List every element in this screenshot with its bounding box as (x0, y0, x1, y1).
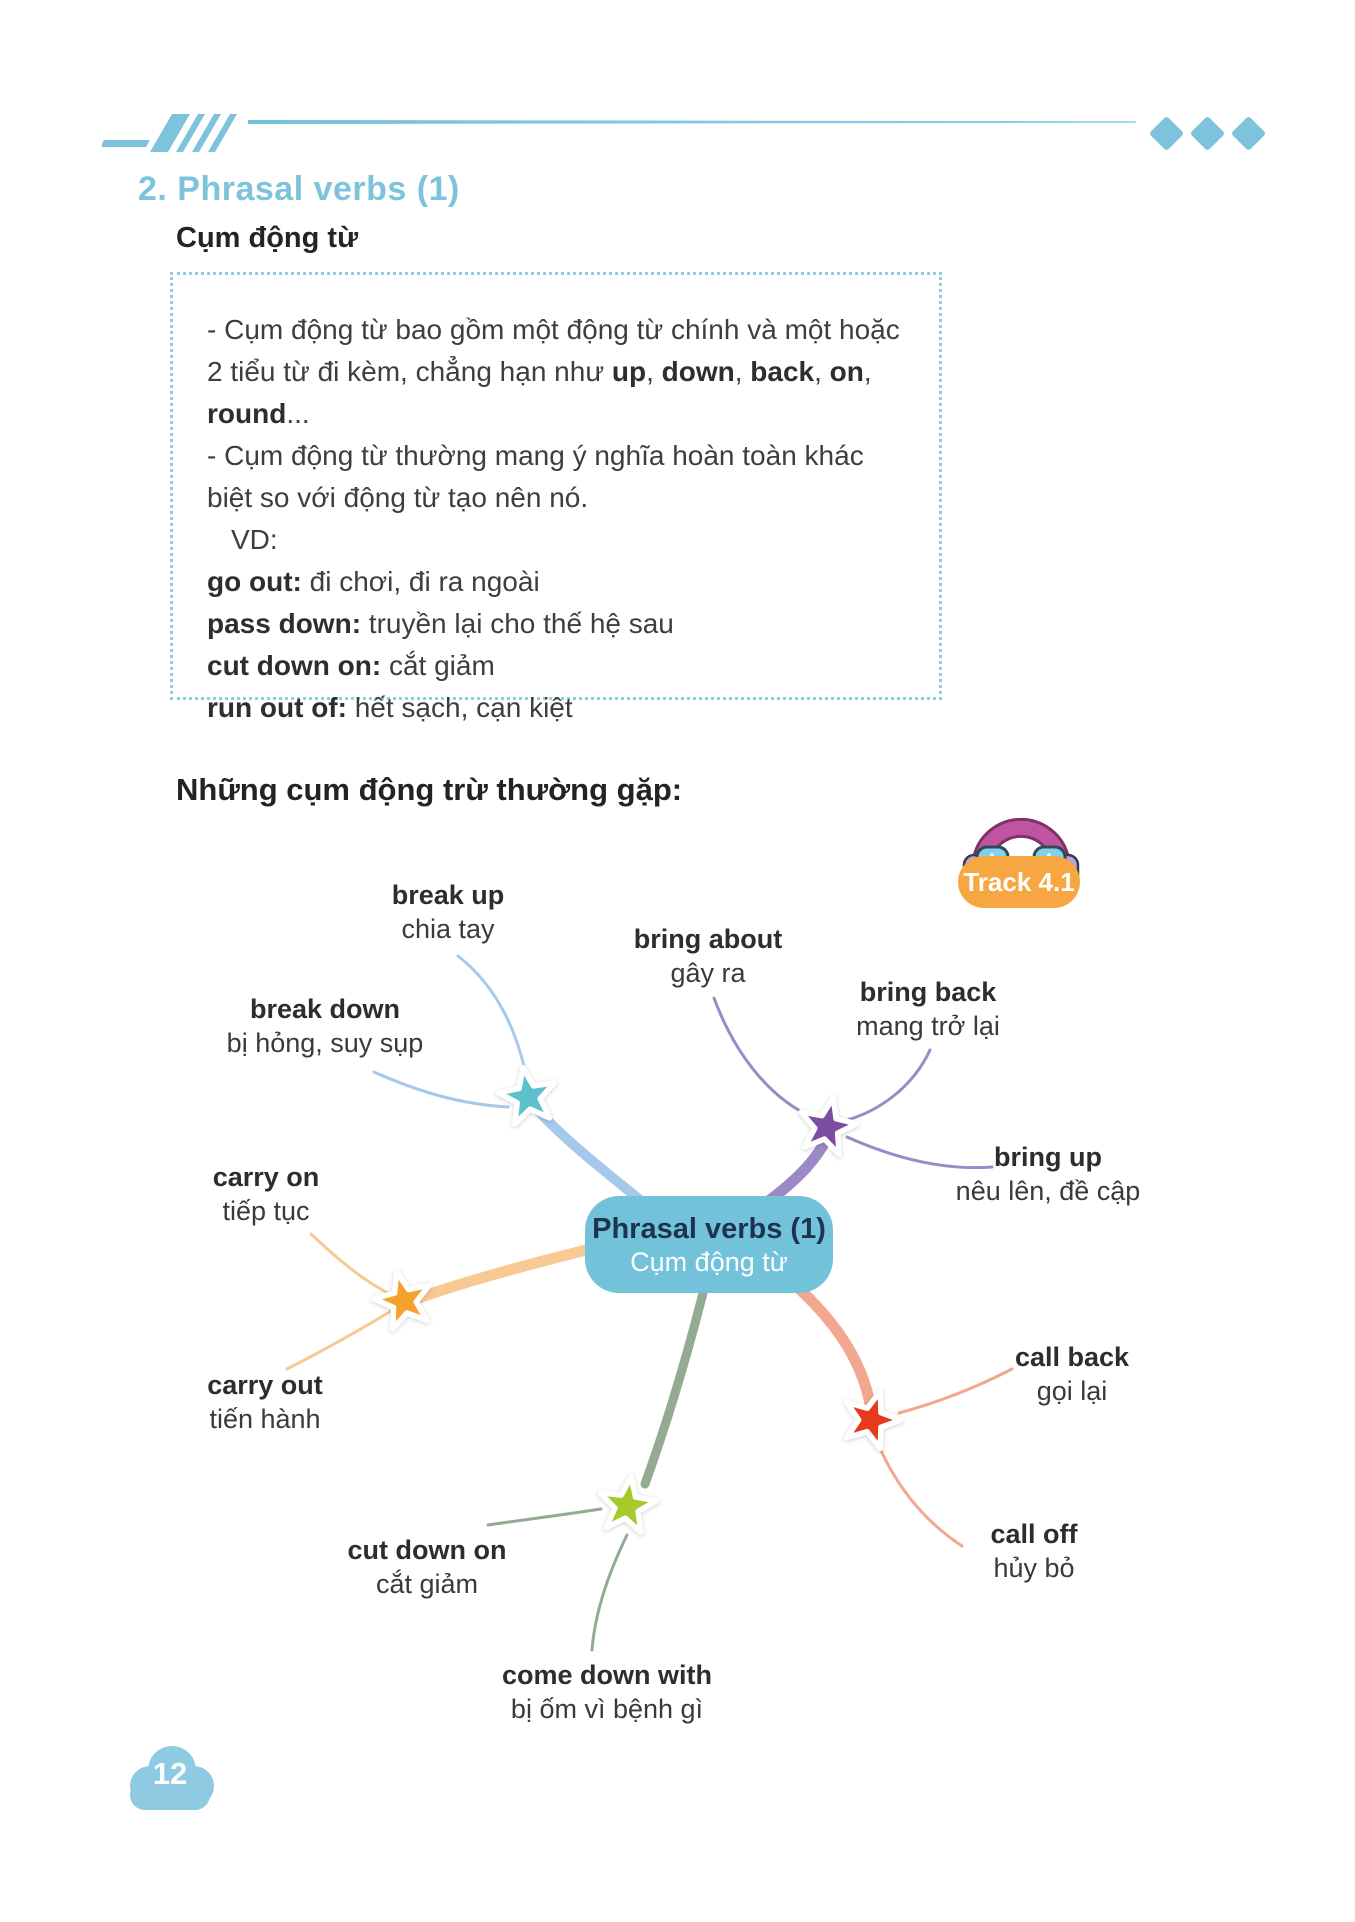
mindmap-heading: Những cụm động trừ thường gặp: (176, 772, 683, 807)
definition-paragraph: - Cụm động từ bao gồm một động từ chính và một hoặc 2 tiểu từ đi kèm, chẳng hạn như up, down, back, on, round... (207, 314, 900, 429)
mindmap-center-node (585, 1196, 833, 1293)
mindmap-item-break-up: break up chia tay (391, 880, 505, 944)
star-icon-call (829, 1378, 913, 1462)
mindmap-item-come-down-with: come down with bị ốm vì bệnh gì (501, 1660, 713, 1724)
track-badge: Track 4.1 (958, 856, 1080, 908)
center-node-title: Phrasal verbs (1) (592, 1212, 826, 1245)
section-subtitle: Cụm động từ (176, 222, 359, 254)
page-number-badge (122, 1744, 218, 1816)
star-icon-carry (362, 1259, 446, 1343)
mindmap-item-bring-about: bring about gây ra (633, 924, 783, 988)
definition-note: - Cụm động từ thường mang ý nghĩa hoàn toàn khác biệt so với động từ tạo nên nó. (207, 440, 864, 513)
mindmap-item-carry-out: carry out tiến hành (207, 1370, 323, 1434)
page-number: 12 (152, 1756, 188, 1791)
star-icon-break (486, 1055, 570, 1139)
star-icon-come (585, 1464, 669, 1548)
star-icon-bring (785, 1085, 869, 1169)
mindmap-item-cut-down-on: cut down on cắt giảm (347, 1535, 507, 1599)
example-line: run out of: hết sạch, cạn kiệt (207, 692, 573, 723)
mindmap-item-carry-on: carry on tiếp tục (212, 1162, 320, 1226)
example-label: VD: (231, 524, 278, 555)
example-line: cut down on: cắt giảm (207, 650, 495, 681)
mindmap-item-call-back: call back gọi lại (1014, 1342, 1130, 1406)
page-title: 2. Phrasal verbs (1) (138, 170, 460, 208)
center-node-subtitle: Cụm động từ (630, 1246, 788, 1277)
mindmap-item-call-off: call off hủy bỏ (990, 1519, 1078, 1583)
mindmap-item-break-down: break down bị hỏng, suy sụp (226, 994, 424, 1058)
mindmap-item-bring-up: bring up nêu lên, đề cập (955, 1142, 1141, 1206)
mindmap-item-bring-back: bring back mang trở lại (856, 977, 1000, 1041)
branch-come-main (645, 1293, 703, 1484)
branch-come-down-with (592, 1535, 627, 1650)
example-line: go out: đi chơi, đi ra ngoài (207, 566, 540, 597)
branch-call-back (899, 1369, 1012, 1413)
example-line: pass down: truyền lại cho thế hệ sau (207, 608, 674, 639)
